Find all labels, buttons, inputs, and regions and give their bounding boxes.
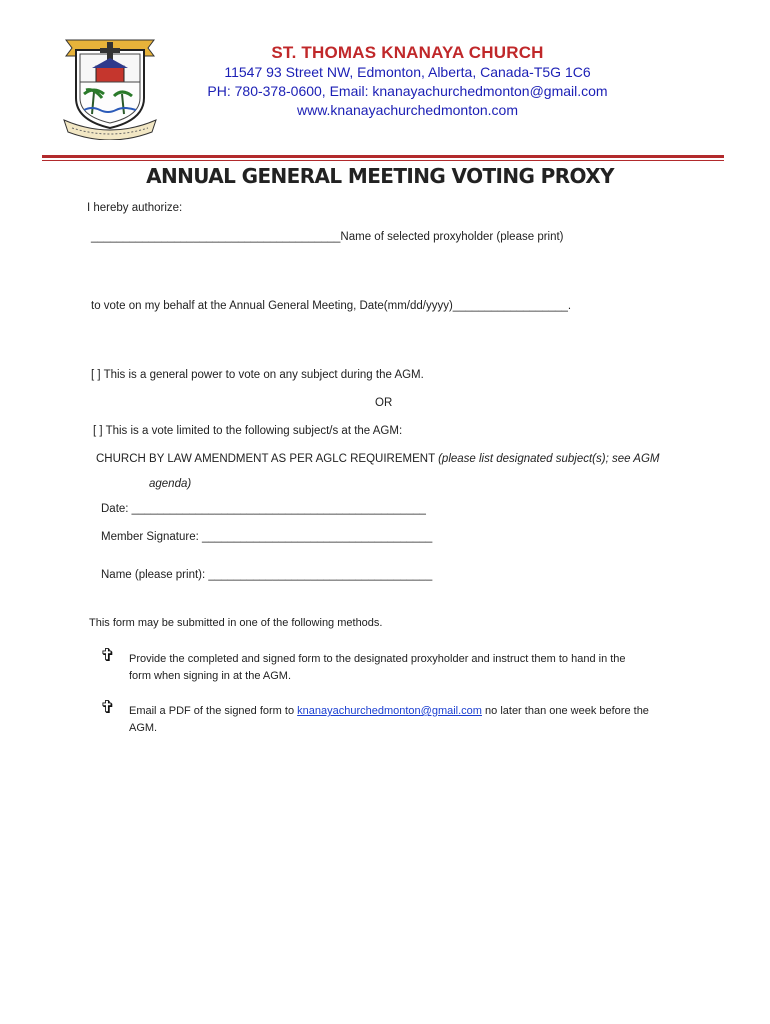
- proxyholder-name-field[interactable]: _______________________________________Name of selected proxyholder (please print): [91, 231, 564, 243]
- limited-vote-option[interactable]: [ ] This is a vote limited to the following subject/s at the AGM:: [93, 425, 403, 437]
- church-name: ST. THOMAS KNANAYA CHURCH: [271, 43, 544, 62]
- latin-cross-icon: ✞: [100, 697, 116, 718]
- print-name-field[interactable]: Name (please print): ___________________________________: [101, 569, 433, 581]
- meeting-date-field[interactable]: to vote on my behalf at the Annual General Meeting, Date(mm/dd/yyyy)__________________.: [91, 300, 572, 312]
- method-1-line-1: Provide the completed and signed form to the designated proxyholder and instruct them to hand in the: [129, 653, 626, 665]
- church-website: www.knanayachurchedmonton.com: [296, 102, 518, 118]
- subject-note: (please list designated subject(s); see AGM: [438, 453, 660, 465]
- date-field[interactable]: Date: ______________________________________________: [101, 503, 426, 515]
- church-address: 11547 93 Street NW, Edmonton, Alberta, Canada-T5G 1C6: [224, 64, 591, 80]
- submission-intro: This form may be submitted in one of the following methods.: [89, 617, 383, 629]
- method-2-line-2: AGM.: [129, 722, 158, 734]
- header-divider-thin: [42, 160, 724, 161]
- latin-cross-icon: ✞: [100, 645, 116, 666]
- subject-note-continued: agenda): [149, 478, 192, 490]
- header-divider: [42, 155, 724, 158]
- member-signature-field[interactable]: Member Signature: ____________________________________: [101, 531, 433, 543]
- method-2-line-1: [129, 705, 649, 717]
- or-separator: OR: [375, 397, 393, 409]
- church-email-link[interactable]: knanayachurchedmonton@gmail.com: [297, 705, 482, 717]
- letterhead: [180, 42, 635, 120]
- form-title: ANNUAL GENERAL MEETING VOTING PROXY: [146, 164, 614, 188]
- method-2-suffix: no later than one week before the: [485, 705, 649, 717]
- church-logo: [62, 36, 158, 140]
- authorize-text: I hereby authorize:: [87, 202, 183, 214]
- method-1-line-2: form when signing in at the AGM.: [129, 670, 292, 682]
- general-power-option[interactable]: [ ] This is a general power to vote on any subject during the AGM.: [91, 369, 424, 381]
- designated-subject: [96, 453, 659, 465]
- method-2-prefix: Email a PDF of the signed form to: [129, 705, 295, 717]
- church-contact: PH: 780-378-0600, Email: knanayachurchedmonton@gmail.com: [207, 83, 608, 99]
- subject-text: CHURCH BY LAW AMENDMENT AS PER AGLC REQUIREMENT: [96, 453, 435, 465]
